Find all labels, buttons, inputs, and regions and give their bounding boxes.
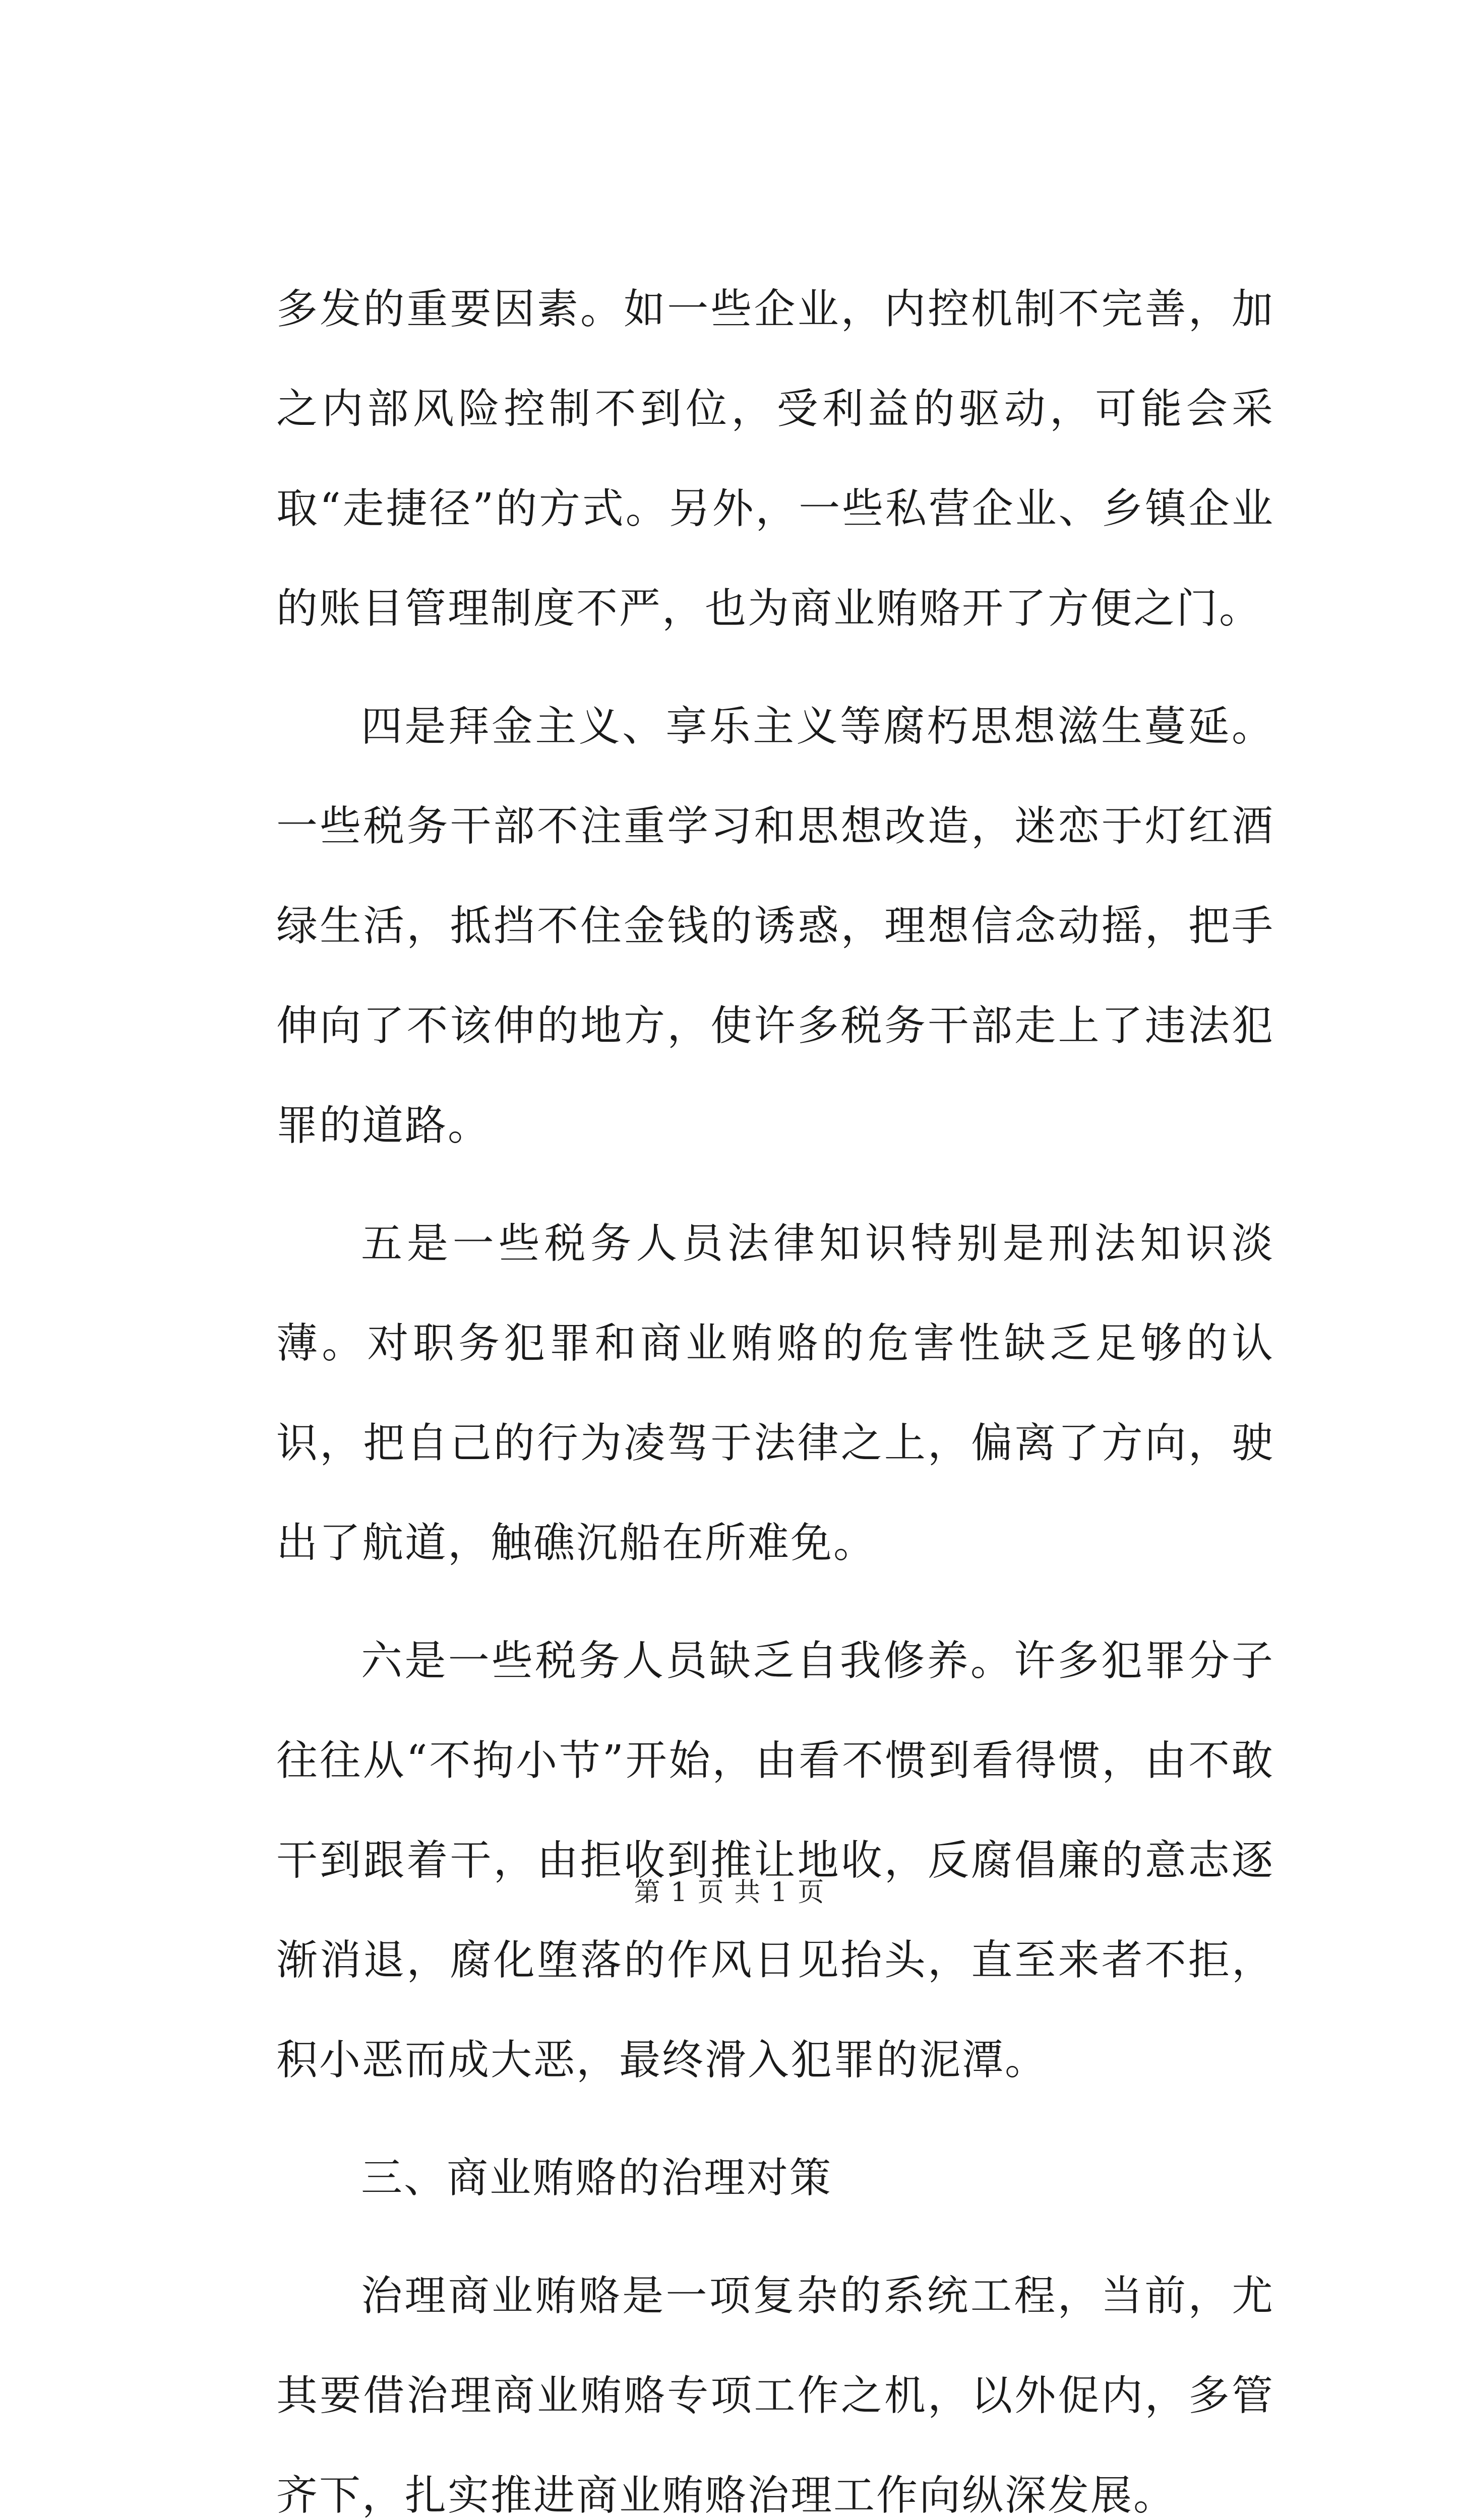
paragraph-point-four: 四是拜金主义、享乐主义等腐朽思想滋生蔓延。一些税务干部不注重学习和思想改造，迷恋于灯红酒绿生活，抵挡不住金钱的诱惑，理想信念动摇，把手伸向了不该伸的地方，使许多税务干部走上了违法犯罪的道路。 <box>276 703 1274 1150</box>
page-footer: 第 1 页 共 1 页 <box>634 1877 825 1908</box>
paragraph-section-intro: 治理商业贿赂是一项复杂的系统工程，当前，尤其要借治理商业贿赂专项工作之机，以外促内，多管齐下，扎实推进商业贿赂治理工作向纵深发展。 <box>276 2272 1274 2519</box>
paragraph-point-five: 五是一些税务人员法律知识特别是刑法知识淡薄。对职务犯罪和商业贿赂的危害性缺乏足够的认识，把自己的行为凌驾于法律之上，偏离了方向，驶出了航道，触礁沉船在所难免。 <box>276 1220 1274 1567</box>
paragraph-continuation: 多发的重要因素。如一些企业，内控机制不完善，加之内部风险控制不到位，受利益的驱动，可能会采取“走捷径”的方式。另外，一些私营企业、乡镇企业的账目管理制度不严，也为商业贿赂开了方便之门。 <box>276 285 1274 633</box>
document-body <box>276 260 1274 2520</box>
paragraph-point-six: 六是一些税务人员缺乏自我修养。许多犯罪分子往往从“不拘小节”开始，由看不惯到看得惯，由不敢干到跟着干，由拒收到推让地收，反腐倡廉的意志逐渐消退，腐化堕落的作风日见抬头，直至来者不拒，积小恶而成大恶，最终滑入犯罪的泥潭。 <box>276 1637 1274 2084</box>
section-heading: 三、商业贿赂的治理对策 <box>361 2154 833 2202</box>
